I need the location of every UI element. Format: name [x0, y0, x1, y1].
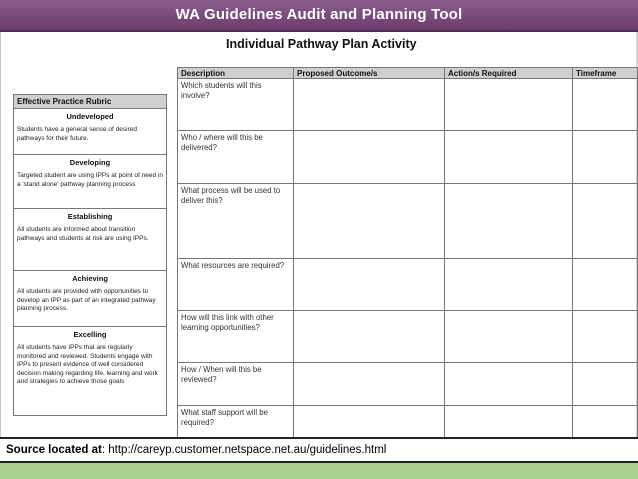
column-header-timeframe: Timeframe [573, 68, 638, 79]
action-cell[interactable] [445, 406, 573, 439]
left-edge-divider [0, 32, 1, 442]
rubric-level-text: Students have a general sense of desired pathways for their future. [17, 126, 137, 142]
table-row [178, 79, 638, 131]
timeframe-cell[interactable] [573, 406, 638, 439]
column-header-description: Description [178, 68, 294, 79]
rubric-title: Effective Practice Rubric [14, 95, 166, 109]
action-cell[interactable] [445, 184, 573, 259]
row-description: How will this link with other learning opportunities? [178, 311, 294, 363]
column-header-actions-required: Action/s Required [445, 68, 573, 79]
document-heading: Individual Pathway Plan Activity [226, 37, 417, 51]
outcome-cell[interactable] [294, 131, 445, 184]
source-url[interactable]: : http://careyp.customer.netspace.net.au/guidelines.html [101, 444, 387, 456]
timeframe-cell[interactable] [573, 311, 638, 363]
timeframe-cell[interactable] [573, 259, 638, 311]
outcome-cell[interactable] [294, 259, 445, 311]
rubric-level-name: Undeveloped [66, 112, 114, 121]
outcome-cell[interactable] [294, 184, 445, 259]
row-description: Who / where will this be delivered? [178, 131, 294, 184]
rubric-level-name: Excelling [73, 330, 107, 339]
effective-practice-rubric [13, 94, 167, 416]
outcome-cell[interactable] [294, 79, 445, 131]
table-row [178, 311, 638, 363]
outcome-cell[interactable] [294, 363, 445, 406]
table-row [178, 184, 638, 259]
row-description: What process will be used to deliver this? [178, 184, 294, 259]
rubric-level-name: Achieving [72, 274, 108, 283]
source-line [6, 444, 386, 456]
plan-table [177, 67, 638, 439]
timeframe-cell[interactable] [573, 363, 638, 406]
timeframe-cell[interactable] [573, 184, 638, 259]
rubric-level-text: All students have IPPs that are regularly monitored and reviewed. Students engage with IPPs to present evidence of well considered decision making regarding life, learning and work and strategies to achieve those goals [17, 344, 158, 386]
rubric-level-excelling [14, 327, 166, 417]
rubric-level-name: Developing [69, 158, 111, 167]
row-description: What staff support will be required? [178, 406, 294, 439]
bottom-green-strip [0, 463, 638, 479]
rubric-level-establishing [14, 209, 166, 271]
outcome-cell[interactable] [294, 311, 445, 363]
table-header-row [178, 68, 638, 79]
action-cell[interactable] [445, 311, 573, 363]
action-cell[interactable] [445, 363, 573, 406]
column-header-proposed-outcomes: Proposed Outcome/s [294, 68, 445, 79]
table-row [178, 131, 638, 184]
banner-title: WA Guidelines Audit and Planning Tool [175, 6, 463, 23]
rubric-level-achieving [14, 271, 166, 327]
outcome-cell[interactable] [294, 406, 445, 439]
table-row [178, 406, 638, 439]
row-description: Which students will this involve? [178, 79, 294, 131]
rubric-level-text: All students are informed about transition pathways and students at risk are using IPPs. [17, 226, 149, 242]
action-cell[interactable] [445, 79, 573, 131]
action-cell[interactable] [445, 131, 573, 184]
timeframe-cell[interactable] [573, 131, 638, 184]
table-row [178, 259, 638, 311]
timeframe-cell[interactable] [573, 79, 638, 131]
title-banner [0, 0, 638, 32]
action-cell[interactable] [445, 259, 573, 311]
rubric-level-text: All students are provided with opportunities to develop an IPP as part of an integrated pathway planning process. [17, 288, 156, 313]
rubric-level-developing [14, 155, 166, 209]
rubric-level-text: Targeted student are using IPPs at point of need in a 'stand alone' pathway planning process [17, 172, 163, 188]
rubric-level-name: Establishing [67, 212, 113, 221]
row-description: How / When will this be reviewed? [178, 363, 294, 406]
source-label: Source located at [6, 444, 102, 456]
rubric-level-undeveloped [14, 109, 166, 155]
row-description: What resources are required? [178, 259, 294, 311]
source-footer [0, 437, 638, 463]
table-row [178, 363, 638, 406]
